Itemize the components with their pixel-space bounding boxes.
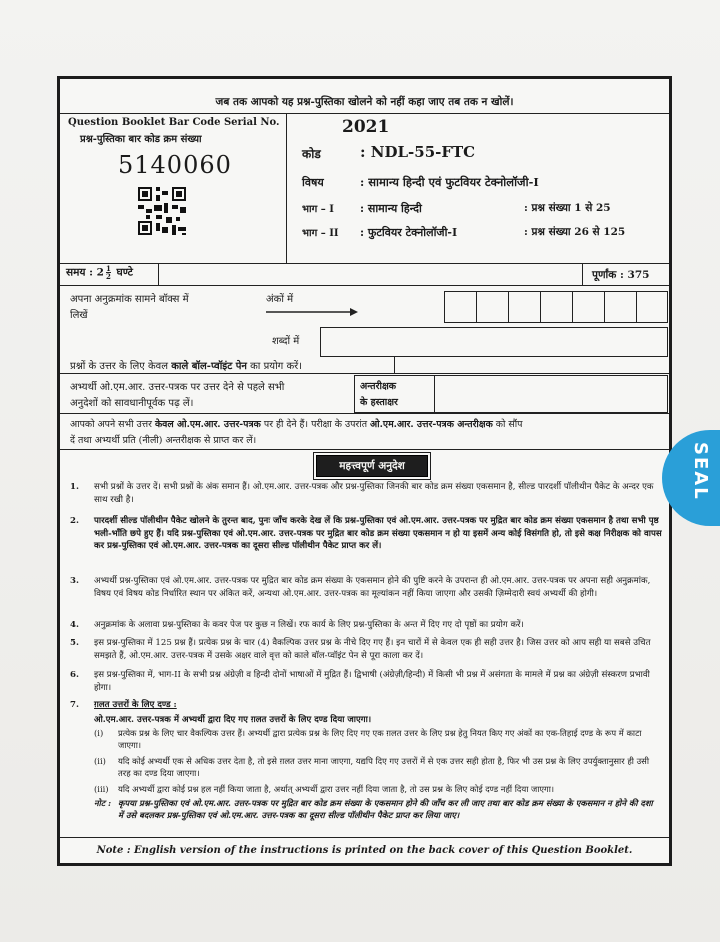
- instruction-1: 1. सभी प्रश्नों के उत्तर दें। सभी प्रश्नों के अंक समान हैं। ओ.एम.आर. उत्तर-पत्रक और प्रश्न-पुस्तिका जिनकी बार कोड क्रम संख्या एकसमान है, सील्ड पारदर्शी पॉलीथीन पैकेट के अन्दर एक साथ रखी है।: [70, 482, 654, 505]
- invigilator-signature-box[interactable]: [354, 375, 668, 413]
- invigilator-label-line1: अन्तरीक्षक: [360, 381, 397, 392]
- omr-instruction-line2: अनुदेशों को सावधानीपूर्वक पढ़ लें।: [70, 398, 194, 409]
- serial-number: 5140060: [118, 151, 232, 179]
- instruction-5: 5. इस प्रश्न-पुस्तिका में 125 प्रश्न हैं। प्रत्येक प्रश्न के चार (4) वैकल्पिक उत्तर प्रश्न के नीचे दिए गए हैं। इन चारों में से केवल एक ही सही उत्तर है। जिस उत्तर को आप सही या सबसे उचित समझते हैं, ओ.एम.आर. उत्तर-पत्रक में उसके अक्षर वाले वृत्त को काले बॉल-प्वॉइंट पेन से पूरा काला कर दें।: [70, 638, 651, 661]
- time-fraction-den: 2: [105, 272, 111, 281]
- time-fraction-num: 1: [105, 264, 111, 273]
- in-figures-label: अंकों में: [266, 294, 294, 305]
- qr-code-icon: [136, 185, 188, 237]
- barcode-serial-label-en: Question Booklet Bar Code Serial No.: [68, 117, 280, 128]
- note: नोट : कृपया प्रश्न-पुस्तिका एवं ओ.एम.आर. उत्तर-पत्रक पर मुद्रित बार कोड क्रम संख्या के एकसमान होने की जाँच कर ली जाए तथा बार कोड क्रम संख्या के एकसमान न होने की दशा में उसे बदलकर प्रश्न-पुस्तिका एवं ओ.एम.आर. उत्तर-पत्रक का दूसरा सील्ड पॉलीथीन पैकेट प्राप्त कर लिया जाए।: [94, 798, 653, 821]
- part2-questions: : प्रश्न संख्या 26 से 125: [524, 226, 626, 238]
- omr-instruction-line1: अभ्यर्थी ओ.एम.आर. उत्तर-पत्रक पर उत्तर देने से पहले सभी: [70, 382, 285, 393]
- in-words-label: शब्दों में: [272, 336, 300, 347]
- invigilator-label-line2: के हस्ताक्षर: [360, 397, 398, 408]
- submit-instruction-line2: दें तथा अभ्यर्थी प्रति (नीली) अन्तरीक्षक से प्राप्त कर लें।: [70, 435, 257, 446]
- instruction-7: 7. ग़लत उत्तरों के लिए दण्ड :: [70, 700, 177, 710]
- booklet-cover: [57, 76, 672, 866]
- barcode-serial-label-hi: प्रश्न-पुस्तिका बार कोड क्रम संख्या: [80, 134, 202, 145]
- part2-value: : फुटवियर टेक्नोलॉजी-I: [360, 226, 458, 239]
- subject-label: विषय: [302, 176, 324, 189]
- part1-label: भाग – I: [302, 204, 334, 215]
- part1-value: : सामान्य हिन्दी: [360, 202, 422, 215]
- roll-number-words-box[interactable]: [320, 327, 668, 357]
- submit-instruction-line1: आपको अपने सभी उत्तर केवल ओ.एम.आर. उत्तर-पत्रक पर ही देने हैं। परीक्षा के उपरांत ओ.एम.आर. उत्तर-पत्रक अन्तरीक्षक को सौंप: [70, 419, 523, 430]
- instruction-4: 4. अनुक्रमांक के अलावा प्रश्न-पुस्तिका के कवर पेज पर कुछ न लिखें। रफ कार्य के लिए प्रश्न-पुस्तिका के अन्त में दिए गए दो पृष्ठों का प्रयोग करें।: [70, 620, 524, 630]
- penalty-intro: ओ.एम.आर. उत्तर-पत्रक में अभ्यर्थी द्वारा दिए गए ग़लत उत्तरों के लिए दण्ड दिया जाएगा।: [94, 715, 372, 725]
- pen-instruction: प्रश्नों के उत्तर के लिए केवल काले बॉल-प्वॉइंट पेन का प्रयोग करें।: [70, 361, 303, 372]
- roll-instruction-line1: अपना अनुक्रमांक सामने बॉक्स में: [70, 294, 189, 305]
- footer-note: Note : English version of the instructions is printed on the back cover of this Question Booklet.: [96, 845, 633, 856]
- roll-instruction-line2: लिखें: [70, 310, 88, 321]
- instruction-3: 3. अभ्यर्थी प्रश्न-पुस्तिका एवं ओ.एम.आर. उत्तर-पत्रक पर मुद्रित बार कोड क्रम संख्या के एकसमान होने की पुष्टि करने के उपरान्त ही ओ.एम.आर. उत्तर-पत्रक पर अपना सही अनुक्रमांक, विषय एवं विषय कोड निर्धारित स्थान पर अंकित करें, अन्यथा ओ.एम.आर. उत्तर-पत्रक का मूल्यांकन नहीं किया जाएगा और उसकी ज़िम्मेदारी स्वयं अभ्यर्थी की होगी।: [70, 576, 651, 599]
- code-value: : NDL-55-FTC: [360, 143, 476, 161]
- penalty-item-3: (iii) यदि अभ्यर्थी द्वारा कोई प्रश्न हल नहीं किया जाता है, अर्थात् अभ्यर्थी द्वारा उत्तर नहीं दिया जाता है, तो उस प्रश्न के लिए कोई दण्ड नहीं दिया जाएगा।: [94, 784, 555, 794]
- part1-questions: : प्रश्न संख्या 1 से 25: [524, 202, 611, 214]
- time: [66, 265, 133, 280]
- instruction-2: 2. पारदर्शी सील्ड पॉलीथीन पैकेट खोलने के तुरन्त बाद, पुनः जाँच करके देख लें कि प्रश्न-पुस्तिका एवं ओ.एम.आर. उत्तर-पत्रक पर मुद्रित बार कोड क्रम संख्या एकसमान है तथा सभी पृष्ठ भली-भाँति छपे हुए हैं। यदि प्रश्न-पुस्तिका एवं ओ.एम.आर. उत्तर-पत्रक पर मुद्रित बार कोड क्रम संख्या एकसमान न हो या इसमें अन्य कोई विसंगति हो, तो इसे कक्ष निरीक्षक को वापस कर प्रश्न-पुस्तिका एवं ओ.एम.आर. उत्तर-पत्रक का दूसरा सील्ड पॉलीथीन पैकेट प्राप्त कर लें।: [70, 516, 662, 552]
- code-label: कोड: [302, 147, 321, 161]
- time-label: समय : 2: [66, 266, 104, 279]
- instruction-6: 6. इस प्रश्न-पुस्तिका में, भाग-II के सभी प्रश्न अंग्रेज़ी व हिन्दी दोनों भाषाओं में मुद्रित हैं। द्विभाषी (अंग्रेज़ी/हिन्दी) में किसी भी प्रश्न में असंगता के मामले में प्रश्न का अंग्रेज़ी संस्करण प्रभावी होगा।: [70, 670, 650, 693]
- important-instructions-heading: महत्त्वपूर्ण अनुदेश: [316, 455, 428, 477]
- arrow-right-icon: [266, 307, 358, 317]
- time-unit: घण्टे: [116, 266, 133, 279]
- year: 2021: [342, 117, 390, 137]
- total-marks: पूर्णांक : 375: [592, 269, 650, 281]
- penalty-item-1: (i) प्रत्येक प्रश्न के लिए चार वैकल्पिक उत्तर हैं। अभ्यर्थी द्वारा प्रत्येक प्रश्न के लिए दिए गए एक ग़लत उत्तर के लिए प्रश्न हेतु नियत किए गए अंकों का एक-तिहाई दण्ड के रूप में काटा जाएगा।: [94, 728, 642, 751]
- penalty-item-2: (ii) यदि कोई अभ्यर्थी एक से अधिक उत्तर देता है, तो इसे ग़लत उत्तर माना जाएगा, यद्यपि दिए गए उत्तरों में से एक उत्तर सही होता है, फिर भी उस प्रश्न के लिए उपर्युक्तानुसार ही उसी तरह का दण्ड दिया जाएगा।: [94, 756, 650, 779]
- roll-number-boxes[interactable]: [444, 291, 668, 323]
- seal-label: SEAL: [690, 442, 711, 501]
- top-notice: जब तक आपको यह प्रश्न-पुस्तिका खोलने को नहीं कहा जाए तब तक न खोलें।: [215, 96, 514, 108]
- part2-label: भाग – II: [302, 228, 339, 239]
- subject-value: : सामान्य हिन्दी एवं फुटवियर टेक्नोलॉजी-I: [360, 175, 539, 189]
